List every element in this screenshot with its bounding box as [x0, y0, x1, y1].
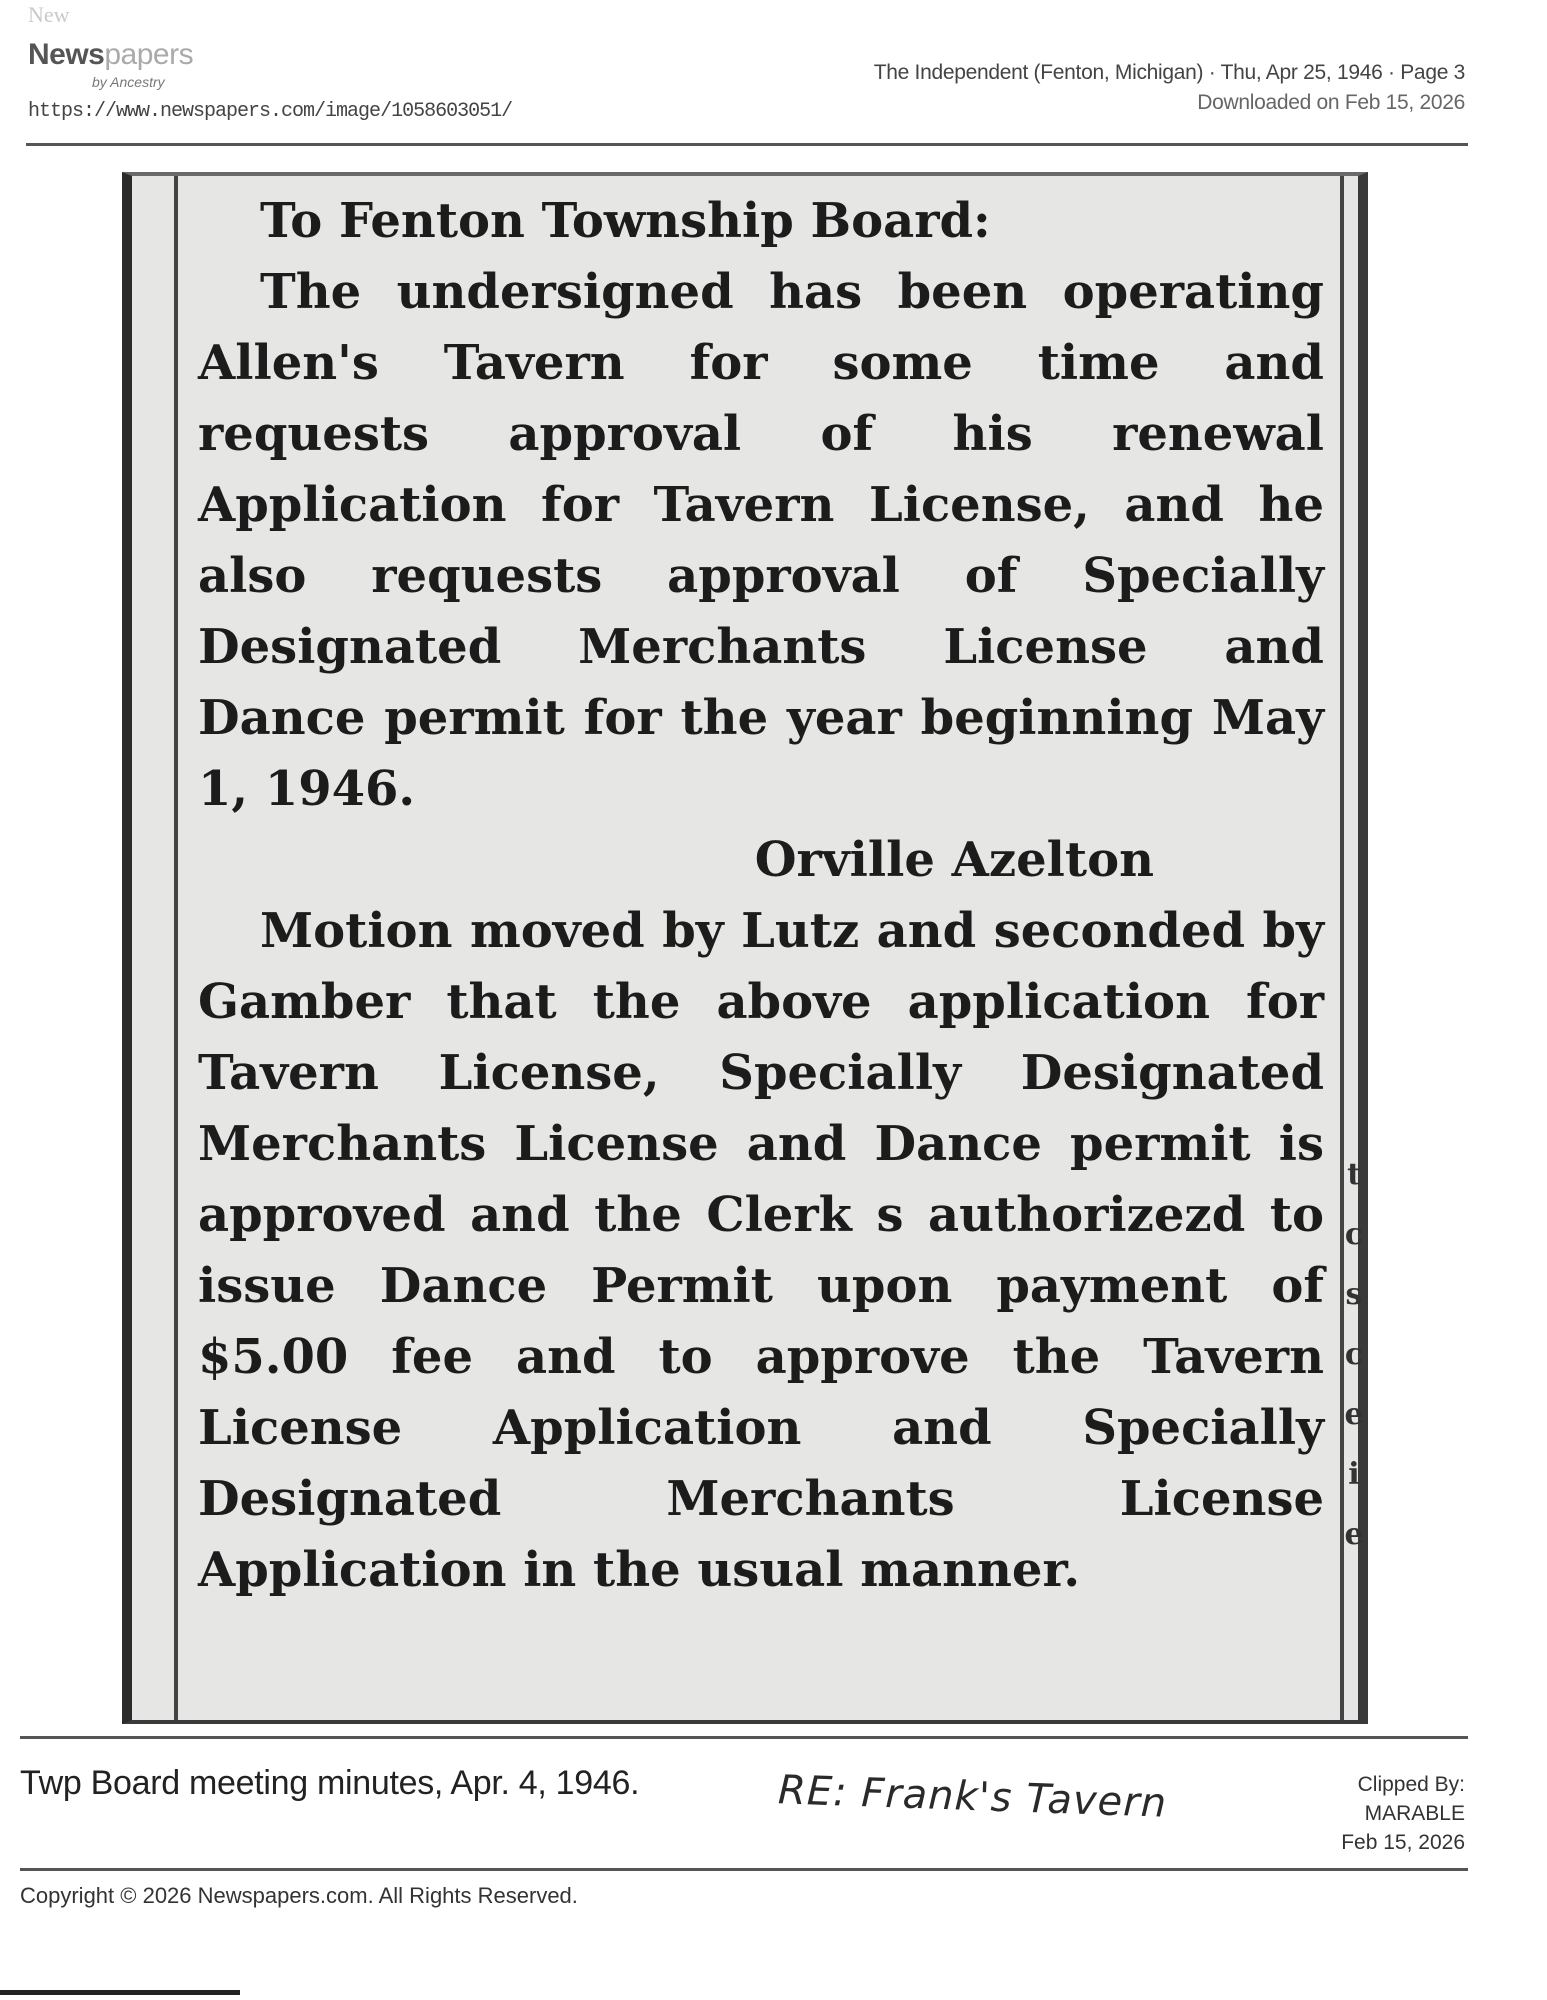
clipping-paragraph-2: Motion moved by Lutz and seconded by Gamber that the above application for Tavern License, Specially Designated Merchants License and Dance permit is approved and the Clerk s authorizezd to issue Dance Permit upon payment of $5.00 fee and to approve the Tavern License Application and Specially Designated Merchants License Application in the usual manner. [198, 903, 1324, 1598]
source-url[interactable]: https://www.newspapers.com/image/1058603051/ [28, 100, 513, 123]
publication-line: The Independent (Fenton, Michigan) · Thu, Apr 25, 1946 · Page 3 [873, 61, 1465, 84]
newspapers-logo[interactable] [28, 38, 193, 72]
clipping-paragraph-1: The undersigned has been operating Allen's Tavern for some time and requests approval of his renewal Application for Tavern License, and he also requests approval of Specially Designated Merchants License and Dance permit for the year beginning May 1, 1946. [198, 264, 1324, 817]
publication-info [874, 58, 1465, 118]
edge-letter: c [1344, 1337, 1364, 1372]
handwritten-note: RE: Frank's Tavern [777, 1767, 1168, 1827]
column-rule-left [174, 176, 178, 1720]
ghost-logo-text: New [28, 2, 70, 27]
clipping-heading: To Fenton Township Board: [260, 193, 991, 249]
copyright-notice: Copyright © 2026 Newspapers.com. All Rights Reserved. [20, 1883, 578, 1908]
clipped-by-info [1341, 1770, 1465, 1857]
adjacent-column-fragment [1334, 1145, 1374, 1565]
edge-letter: e [1344, 1397, 1364, 1432]
edge-letter: c [1344, 1217, 1364, 1252]
newspaper-clipping [122, 172, 1368, 1724]
caption-divider-bottom [20, 1868, 1468, 1871]
scan-artifact [0, 1990, 240, 1995]
clipped-date: Feb 15, 2026 [1341, 1831, 1465, 1854]
edge-letter: s [1345, 1277, 1363, 1312]
logo-light-text: papers [104, 38, 194, 71]
caption-divider-top [20, 1736, 1468, 1739]
logo-main-text: News [28, 38, 105, 71]
clipped-by-user[interactable]: MARABLE [1364, 1802, 1465, 1825]
header-divider [26, 143, 1468, 146]
clipping-signature: Orville Azelton [754, 832, 1154, 888]
edge-letter: i [1348, 1457, 1360, 1492]
logo-subtitle: by Ancestry [92, 74, 165, 90]
clipping-caption: Twp Board meeting minutes, Apr. 4, 1946. [20, 1764, 640, 1802]
edge-letter: e [1344, 1517, 1364, 1552]
edge-letter: t [1347, 1157, 1361, 1192]
downloaded-line: Downloaded on Feb 15, 2026 [1197, 91, 1465, 114]
clipped-by-label: Clipped By: [1357, 1773, 1465, 1796]
clipping-text [198, 186, 1324, 1606]
